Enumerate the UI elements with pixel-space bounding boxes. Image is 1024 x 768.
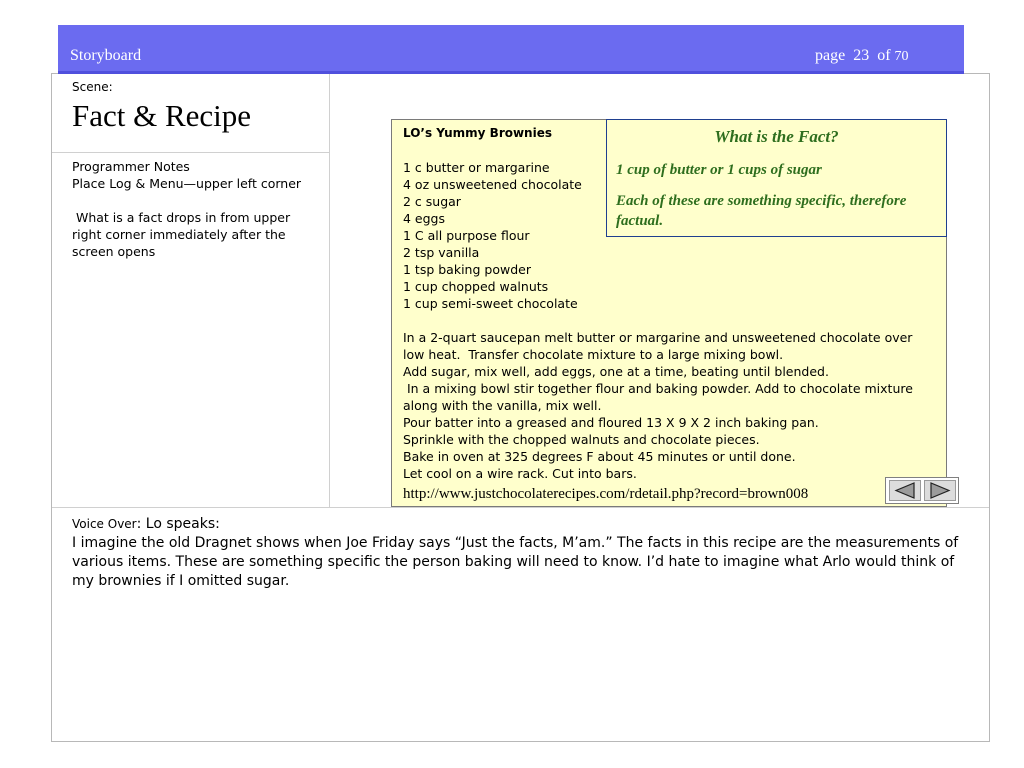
fact-body [616,160,936,242]
previous-button[interactable] [889,480,921,501]
step-line: Add sugar, mix well, add eggs, one at a time, beating until blended. [403,364,829,379]
programmer-notes [72,158,322,260]
notes-line: Programmer Notes [72,159,190,174]
ingredient-line: 1 cup semi-sweet chocolate [403,296,578,311]
header-title: Storyboard [70,47,142,64]
voice-over [72,515,962,591]
voice-over-divider [52,507,989,508]
notes-line: What is a fact drops in from upper right corner immediately after the screen opens [72,210,295,259]
slide-navigation [885,477,959,504]
column-divider [329,74,330,507]
recipe-title: LO’s Yummy Brownies [403,126,552,140]
voice-over-label: Voice Over [72,517,137,531]
spacer [403,312,933,329]
ingredient-line: 1 cup chopped walnuts [403,279,549,294]
page-counter-text: page 23 of [815,47,891,64]
page-counter [815,47,909,65]
voice-over-text: I imagine the old Dragnet shows when Joe Friday says “Just the facts, M’am.” The facts in this recipe are the measurements of various items. These are something specific the person baking will need to know. I’d hate to imagine what Arlo would think of my brownies if I omitted sugar. [72,535,959,589]
ingredient-line: 4 eggs [403,211,445,226]
page-total: 70 [894,49,909,64]
ingredient-line: 1 tsp baking powder [403,262,531,277]
scene-divider [52,152,329,153]
voice-over-heading [72,515,962,534]
voice-over-speaker: : Lo speaks: [136,516,220,532]
fact-callout [606,119,947,237]
scene-label: Scene: [72,80,113,94]
fact-line: Each of these are something specific, therefore factual. [616,193,907,229]
notes-line: Place Log & Menu—upper left corner [72,176,302,191]
ingredient-line: 2 c sugar [403,194,461,209]
step-line: In a mixing bowl stir together flour and baking powder. Add to chocolate mixture [403,381,913,396]
ingredient-line: 1 c butter or margarine [403,160,550,175]
step-line: Pour batter into a greased and floured 13 X 9 X 2 inch baking pan. [403,415,819,430]
ingredient-line: 2 tsp vanilla [403,245,480,260]
step-line: In a 2-quart saucepan melt butter or margarine and unsweetened chocolate over [403,330,913,345]
ingredient-line: 4 oz unsweetened chocolate [403,177,582,192]
scene-title: Fact & Recipe [72,98,252,133]
step-line: Sprinkle with the chopped walnuts and chocolate pieces. [403,432,760,447]
step-line: Let cool on a wire rack. Cut into bars. [403,466,637,481]
header-bar [58,25,964,74]
fact-title: What is the Fact? [714,127,839,146]
recipe-source-link[interactable]: http://www.justchocolaterecipes.com/rdetail.php?record=brown008 [403,486,809,502]
step-line: along with the vanilla, mix well. [403,398,602,413]
step-line: Bake in oven at 325 degrees F about 45 minutes or until done. [403,449,796,464]
fact-line: 1 cup of butter or 1 cups of sugar [616,162,822,178]
step-line: low heat. Transfer chocolate mixture to a large mixing bowl. [403,347,784,362]
ingredient-line: 1 C all purpose flour [403,228,530,243]
next-button[interactable] [924,480,956,501]
notes-line [72,192,322,209]
